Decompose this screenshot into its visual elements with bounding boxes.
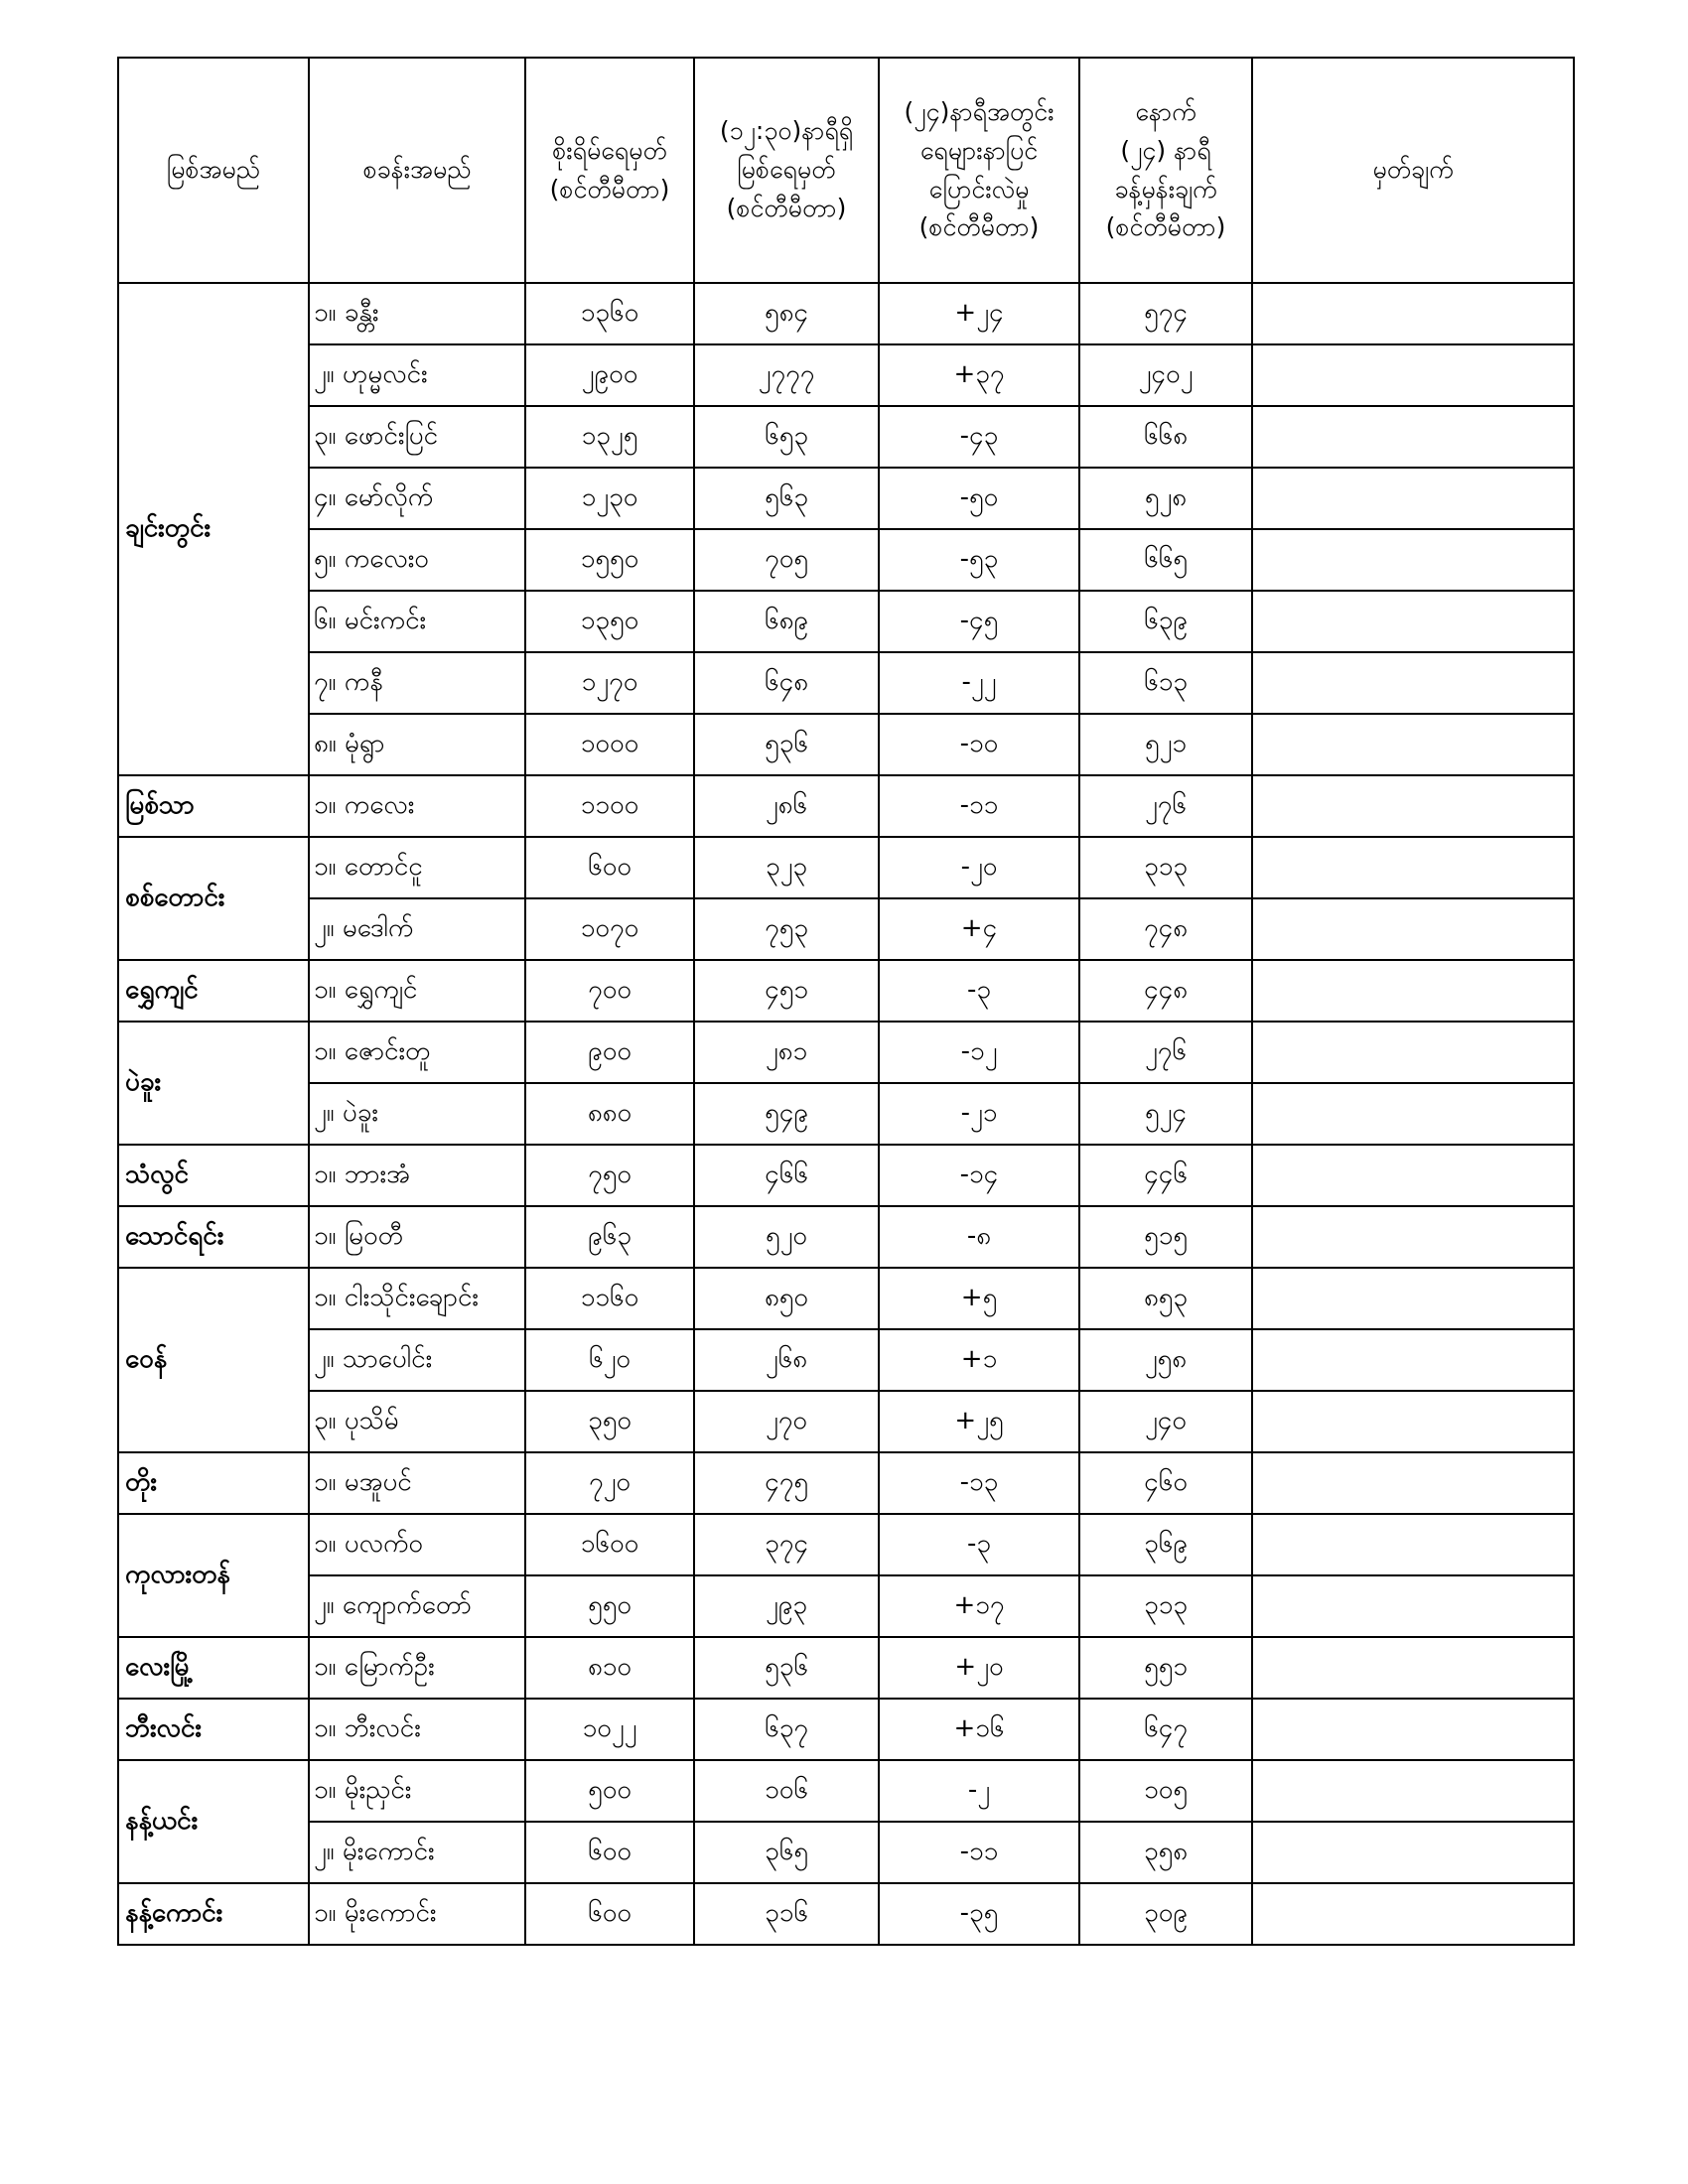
level-change: -၅၃ [879, 529, 1079, 591]
remark [1252, 1206, 1574, 1268]
remark [1252, 283, 1574, 344]
current-level: ၄၅၁ [694, 960, 879, 1022]
station-name: ၁။ ဘီးလင်း [309, 1699, 525, 1760]
level-change: +၅ [879, 1268, 1079, 1329]
header-row [118, 58, 1574, 283]
forecast-level: ၃၆၉ [1079, 1514, 1252, 1575]
forecast-level: ၃၁၃ [1079, 837, 1252, 898]
danger-level: ၁၅၅၀ [525, 529, 694, 591]
level-change: -၂၀ [879, 837, 1079, 898]
danger-level: ၁၆၀၀ [525, 1514, 694, 1575]
level-change: +၁၇ [879, 1575, 1079, 1637]
current-level: ၃၂၃ [694, 837, 879, 898]
current-level: ၃၁၆ [694, 1883, 879, 1945]
current-level: ၅၂၀ [694, 1206, 879, 1268]
station-name: ၅။ ကလေးဝ [309, 529, 525, 591]
danger-level: ၆၀၀ [525, 1883, 694, 1945]
station-name: ၆။ မင်းကင်း [309, 591, 525, 652]
station-name: ၂။ မိုးကောင်း [309, 1822, 525, 1883]
remark [1252, 960, 1574, 1022]
remark [1252, 1268, 1574, 1329]
station-name: ၁။ ဇောင်းတူ [309, 1022, 525, 1083]
remark [1252, 1822, 1574, 1883]
level-change: +၃၇ [879, 344, 1079, 406]
table-row [118, 1268, 1574, 1329]
current-level: ၇၀၅ [694, 529, 879, 591]
current-level: ၁၀၆ [694, 1760, 879, 1822]
danger-level: ၁၁၀၀ [525, 775, 694, 837]
table-row [118, 1883, 1574, 1945]
header-current-level: (၁၂:၃၀)နာရီရှိ မြစ်ရေမှတ် (စင်တီမီတာ) [694, 58, 879, 283]
forecast-level: ၂၇၆ [1079, 1022, 1252, 1083]
current-level: ၃၆၅ [694, 1822, 879, 1883]
station-name: ၁။ ရွှေကျင် [309, 960, 525, 1022]
table-row [118, 1452, 1574, 1514]
level-change: -၄၃ [879, 406, 1079, 468]
station-name: ၁။ မြဝတီ [309, 1206, 525, 1268]
station-name: ၂။ ပဲခူး [309, 1083, 525, 1145]
table-row [118, 1514, 1574, 1575]
remark [1252, 1575, 1574, 1637]
level-change: +၂၄ [879, 283, 1079, 344]
danger-level: ၇၀၀ [525, 960, 694, 1022]
table-row [118, 1822, 1574, 1883]
level-change: -၂ [879, 1760, 1079, 1822]
remark [1252, 1514, 1574, 1575]
current-level: ၅၈၄ [694, 283, 879, 344]
level-change: -၂၂ [879, 652, 1079, 714]
forecast-level: ၂၄၀ [1079, 1391, 1252, 1452]
station-name: ၇။ ကနီ [309, 652, 525, 714]
remark [1252, 1699, 1574, 1760]
remark [1252, 1760, 1574, 1822]
level-change: -၂၁ [879, 1083, 1079, 1145]
station-name: ၁။ ဘားအံ [309, 1145, 525, 1206]
danger-level: ၁၂၃၀ [525, 468, 694, 529]
table-row [118, 1083, 1574, 1145]
level-change: -၄၅ [879, 591, 1079, 652]
header-24h-change: (၂၄)နာရီအတွင်း ရေများနာပြင် ပြောင်းလဲမှု (စင်တီမီတာ) [879, 58, 1079, 283]
danger-level: ၁၀၀၀ [525, 714, 694, 775]
level-change: +၂၀ [879, 1637, 1079, 1699]
level-change: +၂၅ [879, 1391, 1079, 1452]
table-body [118, 283, 1574, 1945]
station-name: ၂။ ဟုမ္မလင်း [309, 344, 525, 406]
station-name: ၂။ ကျောက်တော် [309, 1575, 525, 1637]
forecast-level: ၅၁၅ [1079, 1206, 1252, 1268]
table-row [118, 1760, 1574, 1822]
river-name: တိုး [118, 1452, 309, 1514]
river-name: မြစ်သာ [118, 775, 309, 837]
table-row [118, 468, 1574, 529]
current-level: ၂၈၆ [694, 775, 879, 837]
river-name: သံလွင် [118, 1145, 309, 1206]
river-name: ပဲခူး [118, 1022, 309, 1145]
river-name: နန့်ကောင်း [118, 1883, 309, 1945]
current-level: ၄၆၆ [694, 1145, 879, 1206]
header-remark: မှတ်ချက် [1252, 58, 1574, 283]
river-name: စစ်တောင်း [118, 837, 309, 960]
remark [1252, 1022, 1574, 1083]
forecast-level: ၆၆၅ [1079, 529, 1252, 591]
river-name: သောင်ရင်း [118, 1206, 309, 1268]
forecast-level: ၅၂၄ [1079, 1083, 1252, 1145]
station-name: ၁။ မိုးညှင်း [309, 1760, 525, 1822]
danger-level: ၁၃၅၀ [525, 591, 694, 652]
level-change: -၃ [879, 1514, 1079, 1575]
station-name: ၂။ မဒေါက် [309, 898, 525, 960]
remark [1252, 468, 1574, 529]
danger-level: ၈၁၀ [525, 1637, 694, 1699]
current-level: ၂၇၀ [694, 1391, 879, 1452]
header-forecast: နောက် (၂၄) နာရီ ခန့်မှန်းချက် (စင်တီမီတာ) [1079, 58, 1252, 283]
forecast-level: ၃၅၈ [1079, 1822, 1252, 1883]
header-river: မြစ်အမည် [118, 58, 309, 283]
remark [1252, 775, 1574, 837]
station-name: ၃။ ဖောင်းပြင် [309, 406, 525, 468]
danger-level: ၃၅၀ [525, 1391, 694, 1452]
danger-level: ၆၀၀ [525, 837, 694, 898]
remark [1252, 1637, 1574, 1699]
forecast-level: ၆၄၇ [1079, 1699, 1252, 1760]
forecast-level: ၅၂၁ [1079, 714, 1252, 775]
table-row [118, 1391, 1574, 1452]
table-row [118, 1206, 1574, 1268]
remark [1252, 652, 1574, 714]
current-level: ၃၇၄ [694, 1514, 879, 1575]
current-level: ၅၆၃ [694, 468, 879, 529]
remark [1252, 344, 1574, 406]
danger-level: ၇၅၀ [525, 1145, 694, 1206]
table-row [118, 1575, 1574, 1637]
forecast-level: ၅၇၄ [1079, 283, 1252, 344]
level-change: -၁၂ [879, 1022, 1079, 1083]
forecast-level: ၅၂၈ [1079, 468, 1252, 529]
level-change: -၁၃ [879, 1452, 1079, 1514]
danger-level: ၁၀၇၀ [525, 898, 694, 960]
river-name: ရွှေကျင် [118, 960, 309, 1022]
current-level: ၂၇၇၇ [694, 344, 879, 406]
table-row [118, 652, 1574, 714]
danger-level: ၁၁၆၀ [525, 1268, 694, 1329]
table-row [118, 1145, 1574, 1206]
forecast-level: ၈၅၃ [1079, 1268, 1252, 1329]
station-name: ၈။ မုံရွာ [309, 714, 525, 775]
forecast-level: ၂၇၆ [1079, 775, 1252, 837]
table-row [118, 406, 1574, 468]
remark [1252, 591, 1574, 652]
current-level: ၅၃၆ [694, 714, 879, 775]
header-danger-level: စိုးရိမ်ရေမှတ် (စင်တီမီတာ) [525, 58, 694, 283]
river-name: ဘီးလင်း [118, 1699, 309, 1760]
station-name: ၁။ မအူပင် [309, 1452, 525, 1514]
danger-level: ၁၀၂၂ [525, 1699, 694, 1760]
table-row [118, 837, 1574, 898]
forecast-level: ၄၆၀ [1079, 1452, 1252, 1514]
table-row [118, 529, 1574, 591]
table-row [118, 344, 1574, 406]
forecast-level: ၆၁၃ [1079, 652, 1252, 714]
level-change: -၁၁ [879, 775, 1079, 837]
current-level: ၂၆၈ [694, 1329, 879, 1391]
current-level: ၄၇၅ [694, 1452, 879, 1514]
forecast-level: ၂၅၈ [1079, 1329, 1252, 1391]
water-level-table [117, 57, 1575, 1946]
remark [1252, 1391, 1574, 1452]
danger-level: ၅၀၀ [525, 1760, 694, 1822]
remark [1252, 406, 1574, 468]
station-name: ၁။ မိုးကောင်း [309, 1883, 525, 1945]
remark [1252, 837, 1574, 898]
forecast-level: ၄၄၈ [1079, 960, 1252, 1022]
forecast-level: ၆၆၈ [1079, 406, 1252, 468]
danger-level: ၆၀၀ [525, 1822, 694, 1883]
current-level: ၆၈၉ [694, 591, 879, 652]
danger-level: ၈၈၀ [525, 1083, 694, 1145]
level-change: -၃၅ [879, 1883, 1079, 1945]
danger-level: ၉၆၃ [525, 1206, 694, 1268]
current-level: ၈၅၀ [694, 1268, 879, 1329]
danger-level: ၁၃၆၀ [525, 283, 694, 344]
level-change: -၃ [879, 960, 1079, 1022]
station-name: ၁။ မြောက်ဦး [309, 1637, 525, 1699]
table-row [118, 1637, 1574, 1699]
river-name: ကုလားတန် [118, 1514, 309, 1637]
station-name: ၁။ ခန္တီး [309, 283, 525, 344]
river-name: နန့်ယင်း [118, 1760, 309, 1883]
danger-level: ၅၅၀ [525, 1575, 694, 1637]
table-row [118, 1022, 1574, 1083]
table-row [118, 1329, 1574, 1391]
remark [1252, 1083, 1574, 1145]
forecast-level: ၃၀၉ [1079, 1883, 1252, 1945]
current-level: ၇၅၃ [694, 898, 879, 960]
station-name: ၂။ သာပေါင်း [309, 1329, 525, 1391]
danger-level: ၆၂၀ [525, 1329, 694, 1391]
table-row [118, 775, 1574, 837]
river-name: ချင်းတွင်း [118, 283, 309, 775]
level-change: +၁၆ [879, 1699, 1079, 1760]
danger-level: ၁၂၇၀ [525, 652, 694, 714]
level-change: +၁ [879, 1329, 1079, 1391]
forecast-level: ၂၄၀၂ [1079, 344, 1252, 406]
table-row [118, 898, 1574, 960]
forecast-level: ၇၄၈ [1079, 898, 1252, 960]
remark [1252, 1145, 1574, 1206]
forecast-level: ၄၄၆ [1079, 1145, 1252, 1206]
level-change: -၅၀ [879, 468, 1079, 529]
table-row [118, 960, 1574, 1022]
current-level: ၅၃၆ [694, 1637, 879, 1699]
level-change: +၄ [879, 898, 1079, 960]
station-name: ၁။ ကလေး [309, 775, 525, 837]
station-name: ၁။ တောင်ငူ [309, 837, 525, 898]
remark [1252, 1883, 1574, 1945]
danger-level: ၇၂၀ [525, 1452, 694, 1514]
table-row [118, 591, 1574, 652]
table-row [118, 714, 1574, 775]
current-level: ၂၉၃ [694, 1575, 879, 1637]
current-level: ၆၄၈ [694, 652, 879, 714]
level-change: -၁၀ [879, 714, 1079, 775]
station-name: ၃။ ပုသိမ် [309, 1391, 525, 1452]
forecast-level: ၅၅၁ [1079, 1637, 1252, 1699]
level-change: -၈ [879, 1206, 1079, 1268]
current-level: ၂၈၁ [694, 1022, 879, 1083]
current-level: ၅၄၉ [694, 1083, 879, 1145]
danger-level: ၁၃၂၅ [525, 406, 694, 468]
forecast-level: ၁၀၅ [1079, 1760, 1252, 1822]
remark [1252, 898, 1574, 960]
remark [1252, 529, 1574, 591]
level-change: -၁၁ [879, 1822, 1079, 1883]
danger-level: ၉၀၀ [525, 1022, 694, 1083]
table-row [118, 283, 1574, 344]
station-name: ၁။ ငါးသိုင်းချောင်း [309, 1268, 525, 1329]
danger-level: ၂၉၀၀ [525, 344, 694, 406]
remark [1252, 1329, 1574, 1391]
station-name: ၁။ ပလက်ဝ [309, 1514, 525, 1575]
level-change: -၁၄ [879, 1145, 1079, 1206]
current-level: ၆၅၃ [694, 406, 879, 468]
remark [1252, 714, 1574, 775]
current-level: ၆၃၇ [694, 1699, 879, 1760]
header-station: စခန်းအမည် [309, 58, 525, 283]
table-row [118, 1699, 1574, 1760]
forecast-level: ၃၁၃ [1079, 1575, 1252, 1637]
forecast-level: ၆၃၉ [1079, 591, 1252, 652]
remark [1252, 1452, 1574, 1514]
river-name: လေးမြို့ [118, 1637, 309, 1699]
river-name: ဝေန် [118, 1268, 309, 1452]
station-name: ၄။ မော်လိုက် [309, 468, 525, 529]
